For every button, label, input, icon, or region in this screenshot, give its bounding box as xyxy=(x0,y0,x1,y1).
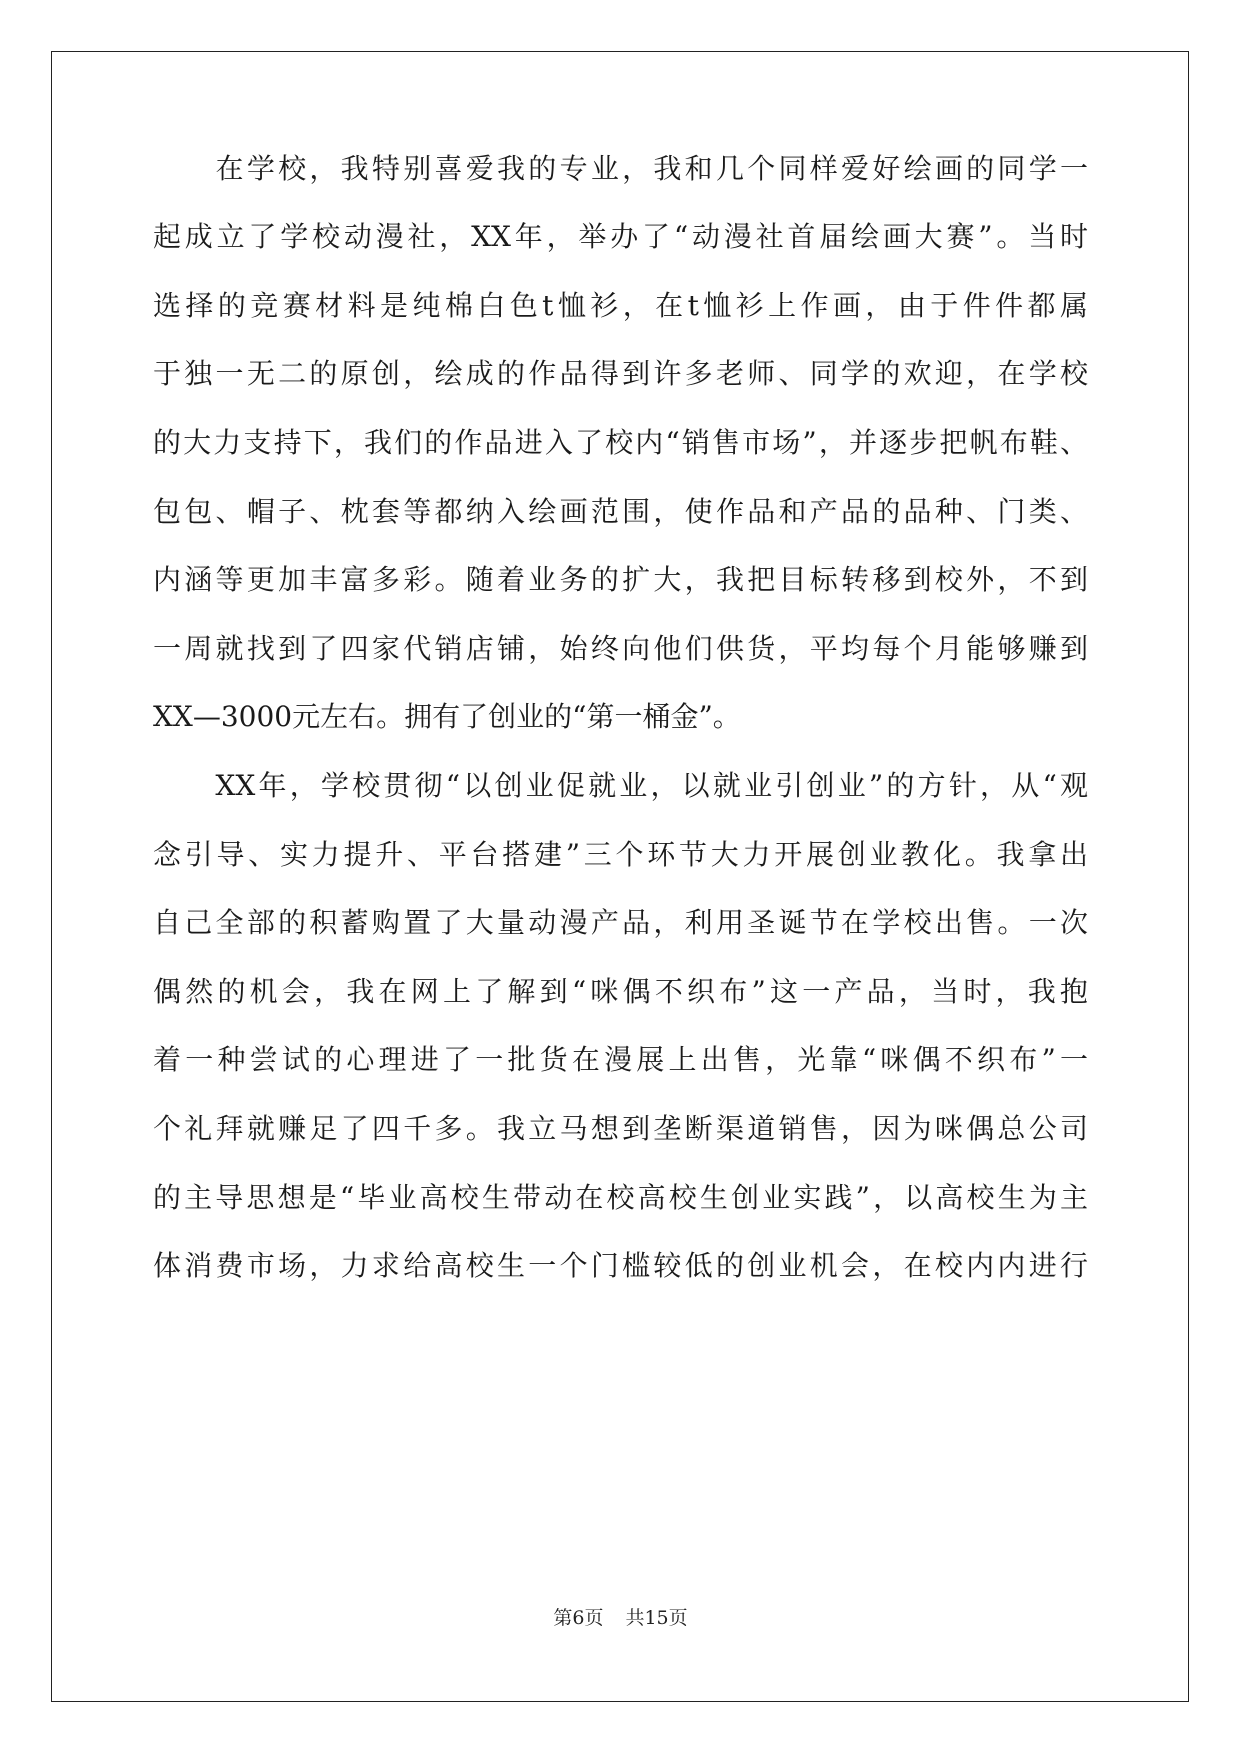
page-total: 共15页 xyxy=(625,1607,688,1629)
text-line: 选择的竞赛材料是纯棉白色t恤衫，在t恤衫上作画，由于件件都属 xyxy=(153,289,1088,322)
text-line: 体消费市场，力求给高校生一个门槛较低的创业机会，在校内内进行 xyxy=(153,1249,1088,1282)
page-footer xyxy=(0,1606,1241,1630)
text-line: XX年，学校贯彻“以创业促就业，以就业引创业”的方针，从“观 xyxy=(153,769,1088,802)
text-line: 个礼拜就赚足了四千多。我立马想到垄断渠道销售，因为咪偶总公司 xyxy=(153,1112,1088,1145)
text-line: XX—3000元左右。拥有了创业的“第一桶金”。 xyxy=(153,700,741,733)
text-line: 的大力支持下，我们的作品进入了校内“销售市场”，并逐步把帆布鞋、 xyxy=(153,426,1088,459)
text-line: 起成立了学校动漫社，XX年，举办了“动漫社首届绘画大赛”。当时 xyxy=(153,220,1088,253)
text-line: 自己全部的积蓄购置了大量动漫产品，利用圣诞节在学校出售。一次 xyxy=(153,906,1088,939)
text-line: 在学校，我特别喜爱我的专业，我和几个同样爱好绘画的同学一 xyxy=(153,152,1088,185)
text-line: 着一种尝试的心理进了一批货在漫展上出售，光靠“咪偶不织布”一 xyxy=(153,1043,1088,1076)
text-line: 一周就找到了四家代销店铺，始终向他们供货，平均每个月能够赚到 xyxy=(153,632,1088,665)
text-line: 念引导、实力提升、平台搭建”三个环节大力开展创业教化。我拿出 xyxy=(153,838,1088,871)
text-line: 包包、帽子、枕套等都纳入绘画范围，使作品和产品的品种、门类、 xyxy=(153,495,1088,528)
text-line: 于独一无二的原创，绘成的作品得到许多老师、同学的欢迎，在学校 xyxy=(153,357,1088,390)
text-line: 偶然的机会，我在网上了解到“咪偶不织布”这一产品，当时，我抱 xyxy=(153,975,1088,1008)
page-number: 第6页 xyxy=(553,1607,604,1629)
text-line: 内涵等更加丰富多彩。随着业务的扩大，我把目标转移到校外，不到 xyxy=(153,563,1088,596)
text-line: 的主导思想是“毕业高校生带动在校高校生创业实践”，以高校生为主 xyxy=(153,1181,1088,1214)
